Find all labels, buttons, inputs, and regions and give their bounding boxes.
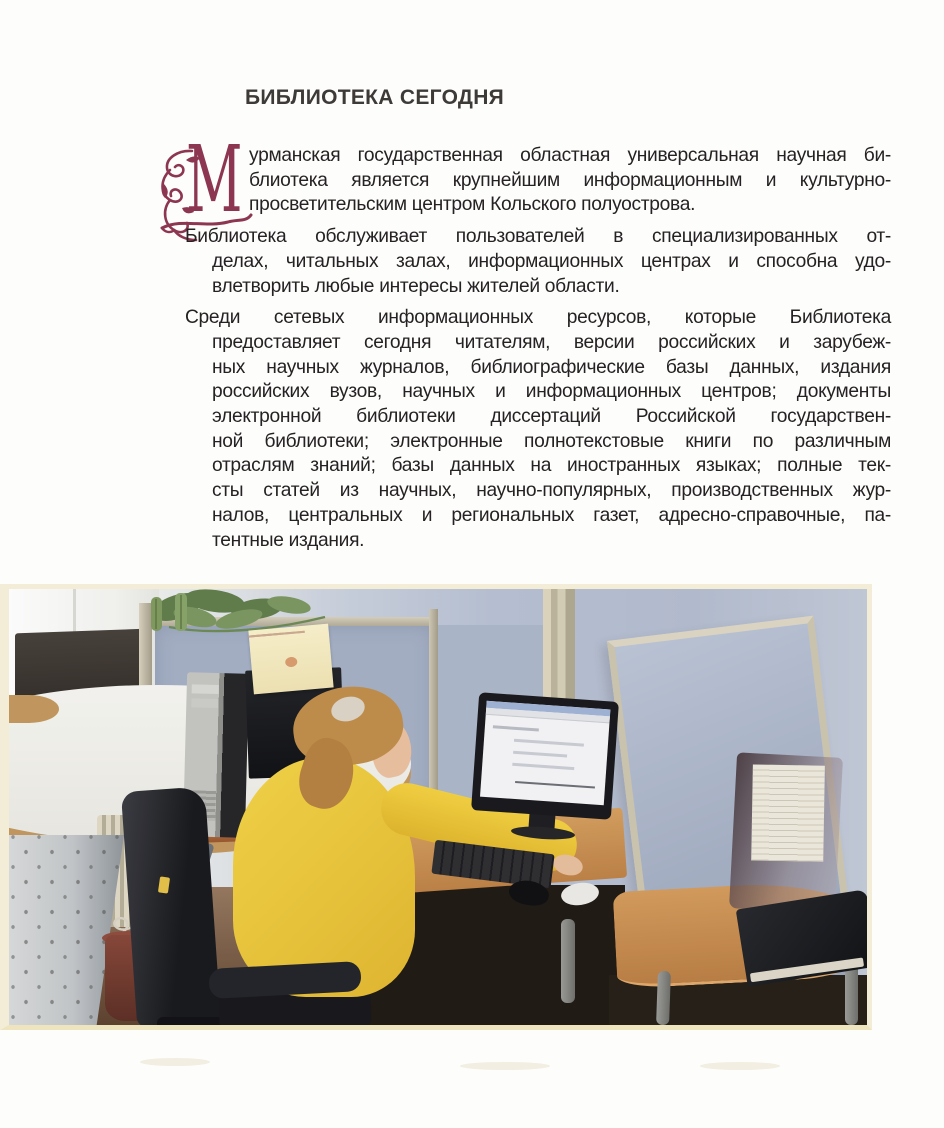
paragraph-lead: урманская государственная областная универсальная научная би- блиотека является крупнейшим информационным и культурно- просветительским центром Кольского полуострова. <box>249 145 891 216</box>
paragraph: Библиотека обслуживает пользователей в специализированных от- делах, читальных залах, информационных центрах и способна удо- влетворить любые интересы жителей области. <box>185 226 891 297</box>
drive-bay <box>192 684 219 694</box>
screen-text-line <box>514 739 584 747</box>
sign-text-line <box>249 633 281 638</box>
information-sign <box>248 624 333 695</box>
screen-text-line <box>493 725 539 731</box>
monitor <box>471 692 619 819</box>
article-text <box>185 144 891 553</box>
sign-illustration <box>285 656 298 667</box>
partition-post-mid <box>429 609 438 809</box>
library-photo <box>0 584 872 1030</box>
screen-text-line <box>512 763 574 770</box>
screen-text-line <box>513 751 567 758</box>
page-title: БИБЛИОТЕКА СЕГОДНЯ <box>245 86 505 109</box>
brochure-holder <box>729 752 843 913</box>
cacti-icon <box>145 589 201 633</box>
brochure-paper <box>751 764 825 861</box>
office-chair-back <box>121 786 221 1027</box>
desk-leg <box>656 971 671 1025</box>
scan-smudge <box>700 1062 780 1070</box>
screen-rule <box>515 781 595 789</box>
photo-scene <box>9 589 867 1025</box>
desk-leg <box>561 919 575 1003</box>
drive-bay <box>191 698 218 708</box>
scan-smudge <box>460 1062 550 1070</box>
scan-smudge <box>140 1058 210 1066</box>
dropcap-letter: М <box>186 126 243 233</box>
monitor-screen <box>480 701 610 805</box>
paragraph: Среди сетевых информационных ресурсов, которые Библиотека предоставляет сегодня читателям, версии российских и зарубеж- ных научных журналов, библиографические базы данных, издания российских вузов, научных и информационных центров; документы электронной библиотеки диссертаций Российской государствен- ной библиотеки; электронные полнотекстовые книги по различным отраслям знаний; базы данных на иностранных языках; полные тек- сты статей из научных, научно-популярных, производственных жур- налов, центральных и региональных газет, адресно-справочные, па- тентные издания. <box>185 307 891 551</box>
